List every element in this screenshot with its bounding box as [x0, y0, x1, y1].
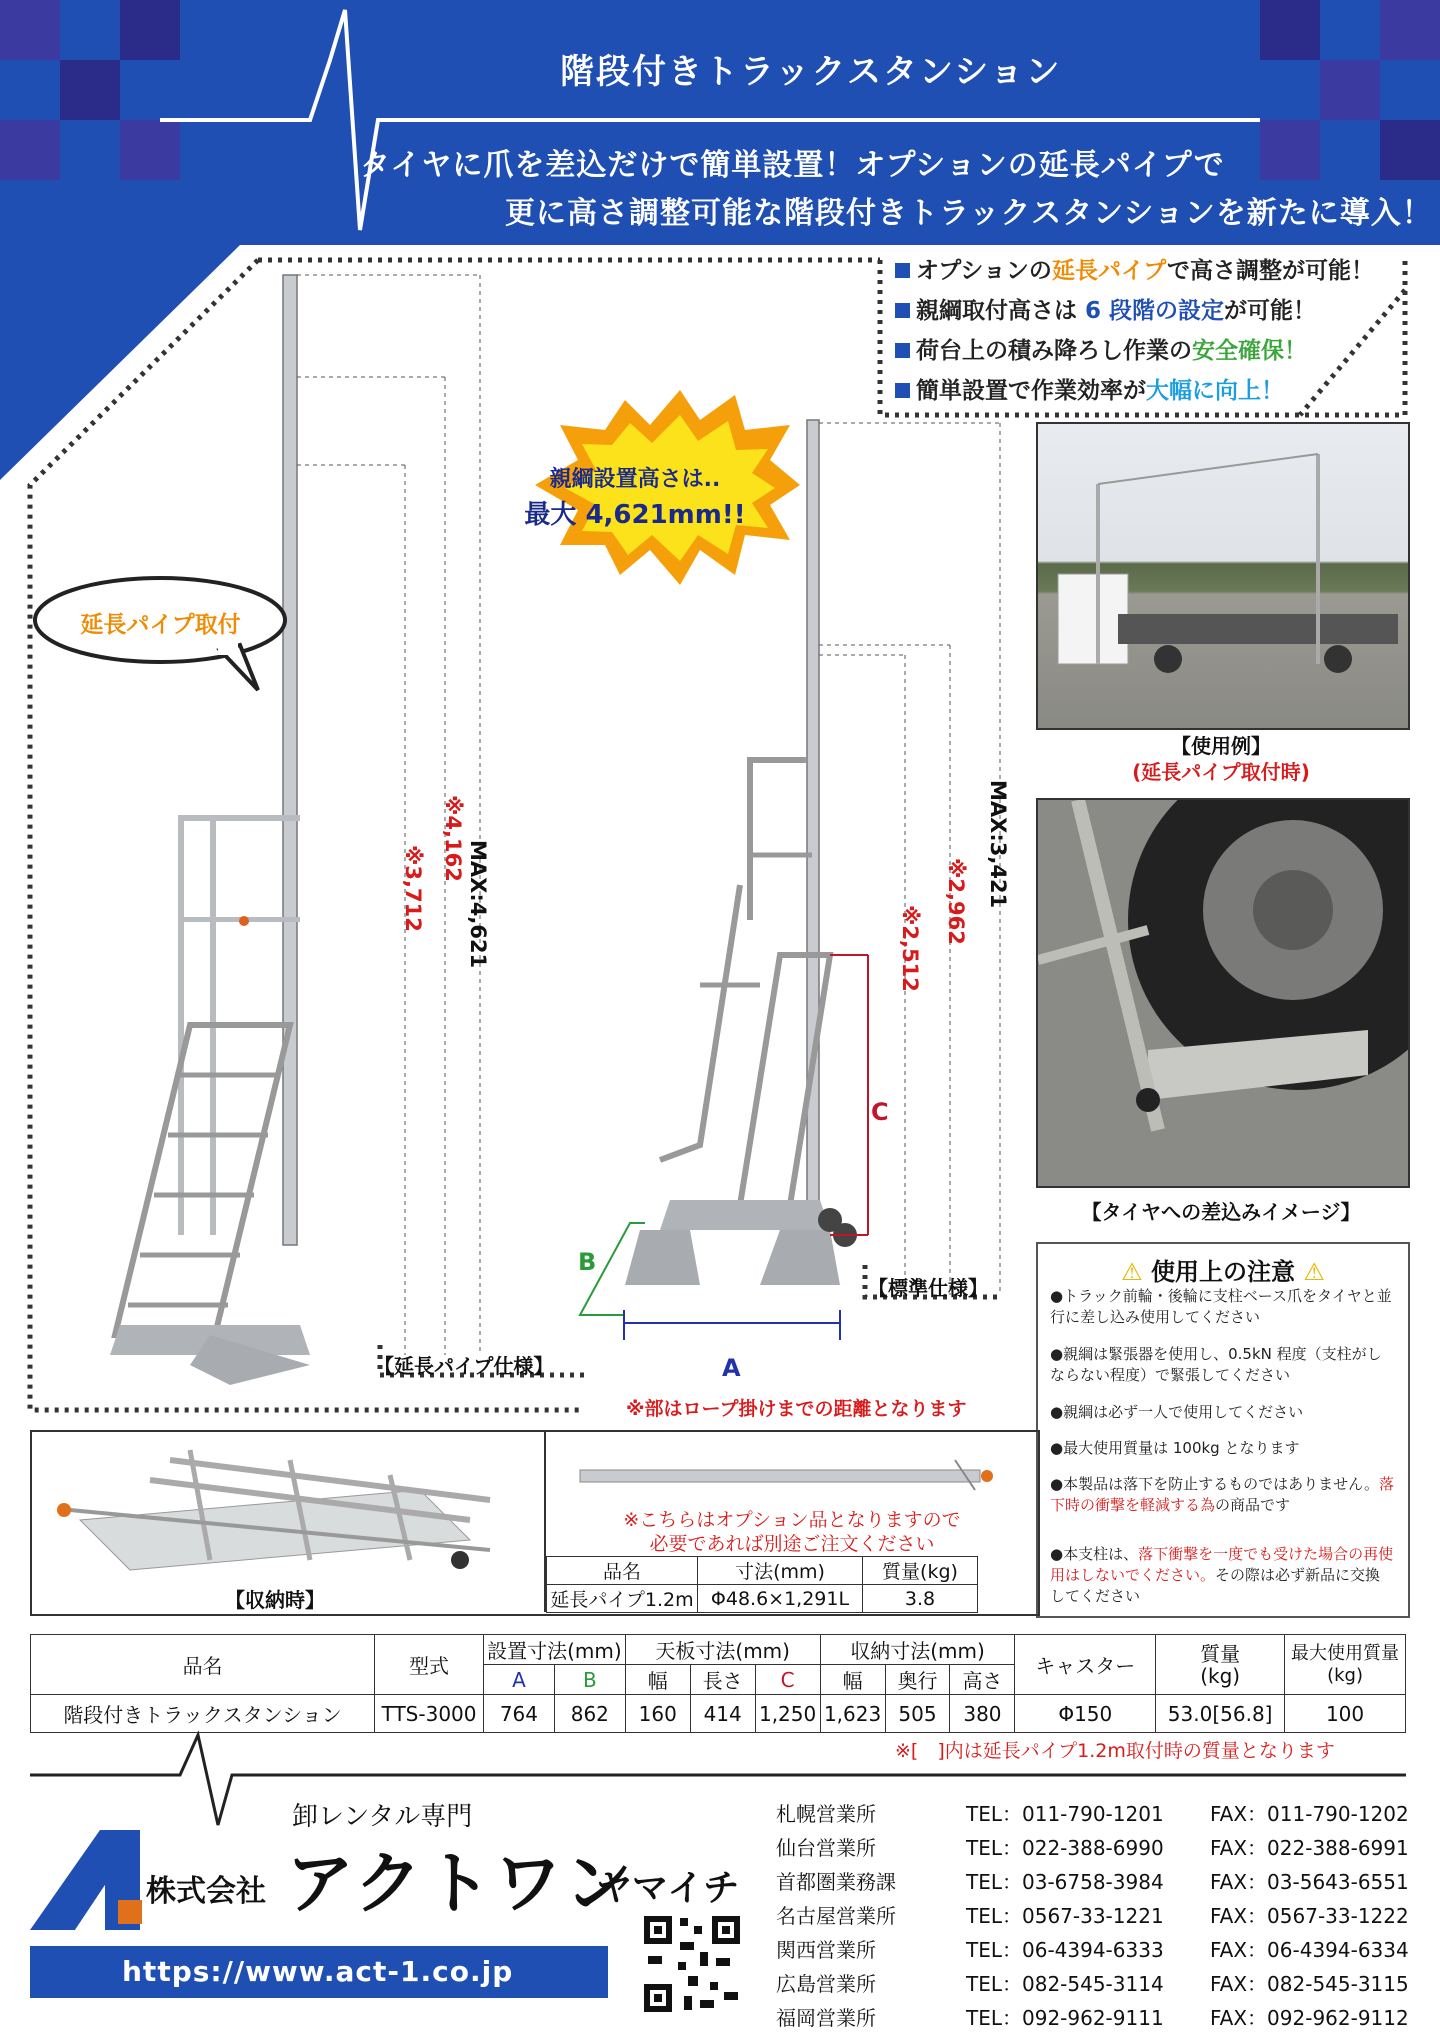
spec-cell-l: 414	[690, 1695, 755, 1733]
warning-icon: ⚠	[1303, 1258, 1325, 1286]
company-tagline: 卸レンタル専門	[292, 1802, 473, 1832]
office-row: 広島営業所 TEL：082-545-3114 FAX：082-545-3115	[776, 1972, 1409, 1996]
feature-item-2: 親綱取付高さは 6 段階の設定が可能！	[895, 292, 1316, 325]
spec-header-caster: キャスター	[1015, 1635, 1156, 1695]
spec-note: ※[ ]内は延長パイプ1.2m取付時の質量となります	[895, 1740, 1335, 1762]
spec-cell-c: 1,250	[755, 1695, 820, 1733]
opt-header-size: 寸法(mm)	[698, 1557, 863, 1585]
company-url[interactable]: https://www.act-1.co.jp	[122, 1955, 514, 1988]
burst-line-2: 最大 4,621mm!!	[524, 500, 746, 530]
spec-cell-sw: 1,623	[820, 1695, 885, 1733]
spec-cell-max: 100	[1285, 1695, 1406, 1733]
feature-item-1: オプションの延長パイプで高さ調整が可能！	[895, 252, 1374, 285]
office-row: 仙台営業所 TEL：022-388-6990 FAX：022-388-6991	[776, 1836, 1409, 1860]
dim-ext-2: ※4,162	[441, 795, 465, 882]
caution-title: ⚠ 使用上の注意 ⚠	[1121, 1258, 1325, 1286]
spec-cell-w: 160	[625, 1695, 690, 1733]
spec-sub-d: 奥行	[885, 1665, 950, 1695]
caution-item-4: ●最大使用質量は 100kg となります	[1050, 1439, 1300, 1457]
caution-item-3: ●親綱は必ず一人で使用してください	[1050, 1403, 1304, 1421]
bubble-label: 延長パイプ取付	[80, 612, 241, 638]
company-name: アクトワン	[286, 1845, 634, 1924]
spec-sub-l: 長さ	[690, 1665, 755, 1695]
rope-distance-note: ※部はロープ掛けまでの距離となります	[626, 1398, 967, 1420]
subtitle-line-1: タイヤに爪を差込だけで簡単設置！オプションの延長パイプで	[360, 148, 1225, 183]
spec-cell-a: 764	[483, 1695, 554, 1733]
usage-example-photo	[1036, 422, 1410, 730]
spec-cell-sd: 505	[885, 1695, 950, 1733]
spec-sub-a: A	[483, 1665, 554, 1695]
spec-sub-h: 高さ	[950, 1665, 1015, 1695]
company-kabushiki: 株式会社	[146, 1874, 266, 1909]
caution-item-2: ●親綱は緊張器を使用し、0.5kN 程度（支柱がしならない程度）で緊張してください	[1050, 1345, 1382, 1384]
spec-sub-w: 幅	[625, 1665, 690, 1695]
spec-sub-w2: 幅	[820, 1665, 885, 1695]
stored-caption: 【収納時】	[225, 1588, 325, 1612]
warning-icon: ⚠	[1121, 1258, 1143, 1286]
tire-caption: 【タイヤへの差込みイメージ】	[1081, 1200, 1361, 1224]
opt-header-weight: 質量(kg)	[863, 1557, 978, 1585]
stored-photo	[50, 1440, 520, 1580]
opt-cell-size: Φ48.6×1,291L	[698, 1585, 863, 1613]
label-extension-spec: 【延長パイプ仕様】	[374, 1354, 554, 1378]
dim-std-3: ※2,512	[898, 905, 922, 992]
company-url-bar[interactable]	[30, 1946, 608, 1998]
spec-cell-name: 階段付きトラックスタンション	[31, 1695, 375, 1733]
spec-cell-model: TTS-3000	[375, 1695, 484, 1733]
option-note-1: ※こちらはオプション品となりますので	[623, 1509, 961, 1531]
caution-item-6: ●本支柱は、落下衝撃を一度でも受けた場合の再使用はしないでください。その際は必ず新品に交換してください	[1050, 1545, 1394, 1605]
extension-pipe-photo	[575, 1450, 1015, 1500]
company-name-2: ヤマイチ	[596, 1868, 740, 1909]
option-note-2: 必要であれば別途ご注文ください	[649, 1533, 935, 1555]
footer-pulse-line	[0, 1725, 1440, 1845]
caution-box	[1036, 1242, 1410, 1618]
spec-table	[30, 1634, 1406, 1733]
spec-header-max: 最大使用質量 (kg)	[1285, 1635, 1406, 1695]
spec-header-name: 品名	[31, 1635, 375, 1695]
label-c: C	[871, 1098, 889, 1126]
caution-item-5: ●本製品は落下を防止するものではありません。落下時の衝撃を軽減する為の商品です	[1050, 1475, 1395, 1514]
opt-header-name: 品名	[547, 1557, 698, 1585]
feature-item-4: 簡単設置で作業効率が大幅に向上！	[895, 372, 1284, 405]
spec-cell-sh: 380	[950, 1695, 1015, 1733]
spec-header-weight: 質量 (kg)	[1156, 1635, 1285, 1695]
label-b: B	[578, 1248, 597, 1276]
spec-cell-weight: 53.0[56.8]	[1156, 1695, 1285, 1733]
company-logo-mark	[30, 1830, 150, 1930]
tire-insert-photo	[1036, 798, 1410, 1188]
office-row: 首都圏業務課 TEL：03-6758-3984 FAX：03-5643-6551	[776, 1870, 1409, 1894]
opt-cell-weight: 3.8	[863, 1585, 978, 1613]
office-row: 関西営業所 TEL：06-4394-6333 FAX：06-4394-6334	[776, 1938, 1409, 1962]
feature-item-3: 荷台上の積み降ろし作業の安全確保！	[895, 332, 1307, 365]
label-standard-spec: 【標準仕様】	[868, 1276, 988, 1300]
caution-item-1: ●トラック前輪・後輪に支柱ベース爪をタイヤと並行に差し込み使用してください	[1050, 1287, 1392, 1326]
opt-cell-name: 延長パイプ1.2m	[547, 1585, 698, 1613]
spec-header-install: 設置寸法(mm)	[483, 1635, 625, 1665]
option-table	[546, 1556, 978, 1613]
spec-sub-c: C	[755, 1665, 820, 1695]
spec-cell-b: 862	[554, 1695, 625, 1733]
spec-header-top: 天板寸法(mm)	[625, 1635, 820, 1665]
office-row: 福岡営業所 TEL：092-962-9111 FAX：092-962-9112	[776, 2006, 1409, 2030]
burst-line-1: 親綱設置高さは..	[549, 467, 721, 492]
qr-code[interactable]	[640, 1912, 744, 2016]
label-a: A	[722, 1354, 741, 1382]
office-row: 札幌営業所 TEL：011-790-1201 FAX：011-790-1202	[776, 1802, 1409, 1826]
spec-header-model: 型式	[375, 1635, 484, 1695]
usage-caption: 【使用例】	[1171, 734, 1271, 758]
dim-ext-3: ※3,712	[401, 845, 425, 932]
spec-sub-b: B	[554, 1665, 625, 1695]
dim-ext-max: MAX:4,621	[466, 840, 490, 969]
office-row: 名古屋営業所 TEL：0567-33-1221 FAX：0567-33-1222	[776, 1904, 1409, 1928]
spec-header-store: 収納寸法(mm)	[820, 1635, 1015, 1665]
usage-caption-sub: (延長パイプ取付時)	[1132, 760, 1310, 784]
spec-cell-caster: Φ150	[1015, 1695, 1156, 1733]
dim-std-max: MAX:3,421	[986, 780, 1010, 909]
page-title: 階段付きトラックスタンション	[560, 52, 1062, 92]
dim-std-2: ※2,962	[944, 858, 968, 945]
subtitle-line-2: 更に高さ調整可能な階段付きトラックスタンションを新たに導入！	[505, 196, 1433, 231]
